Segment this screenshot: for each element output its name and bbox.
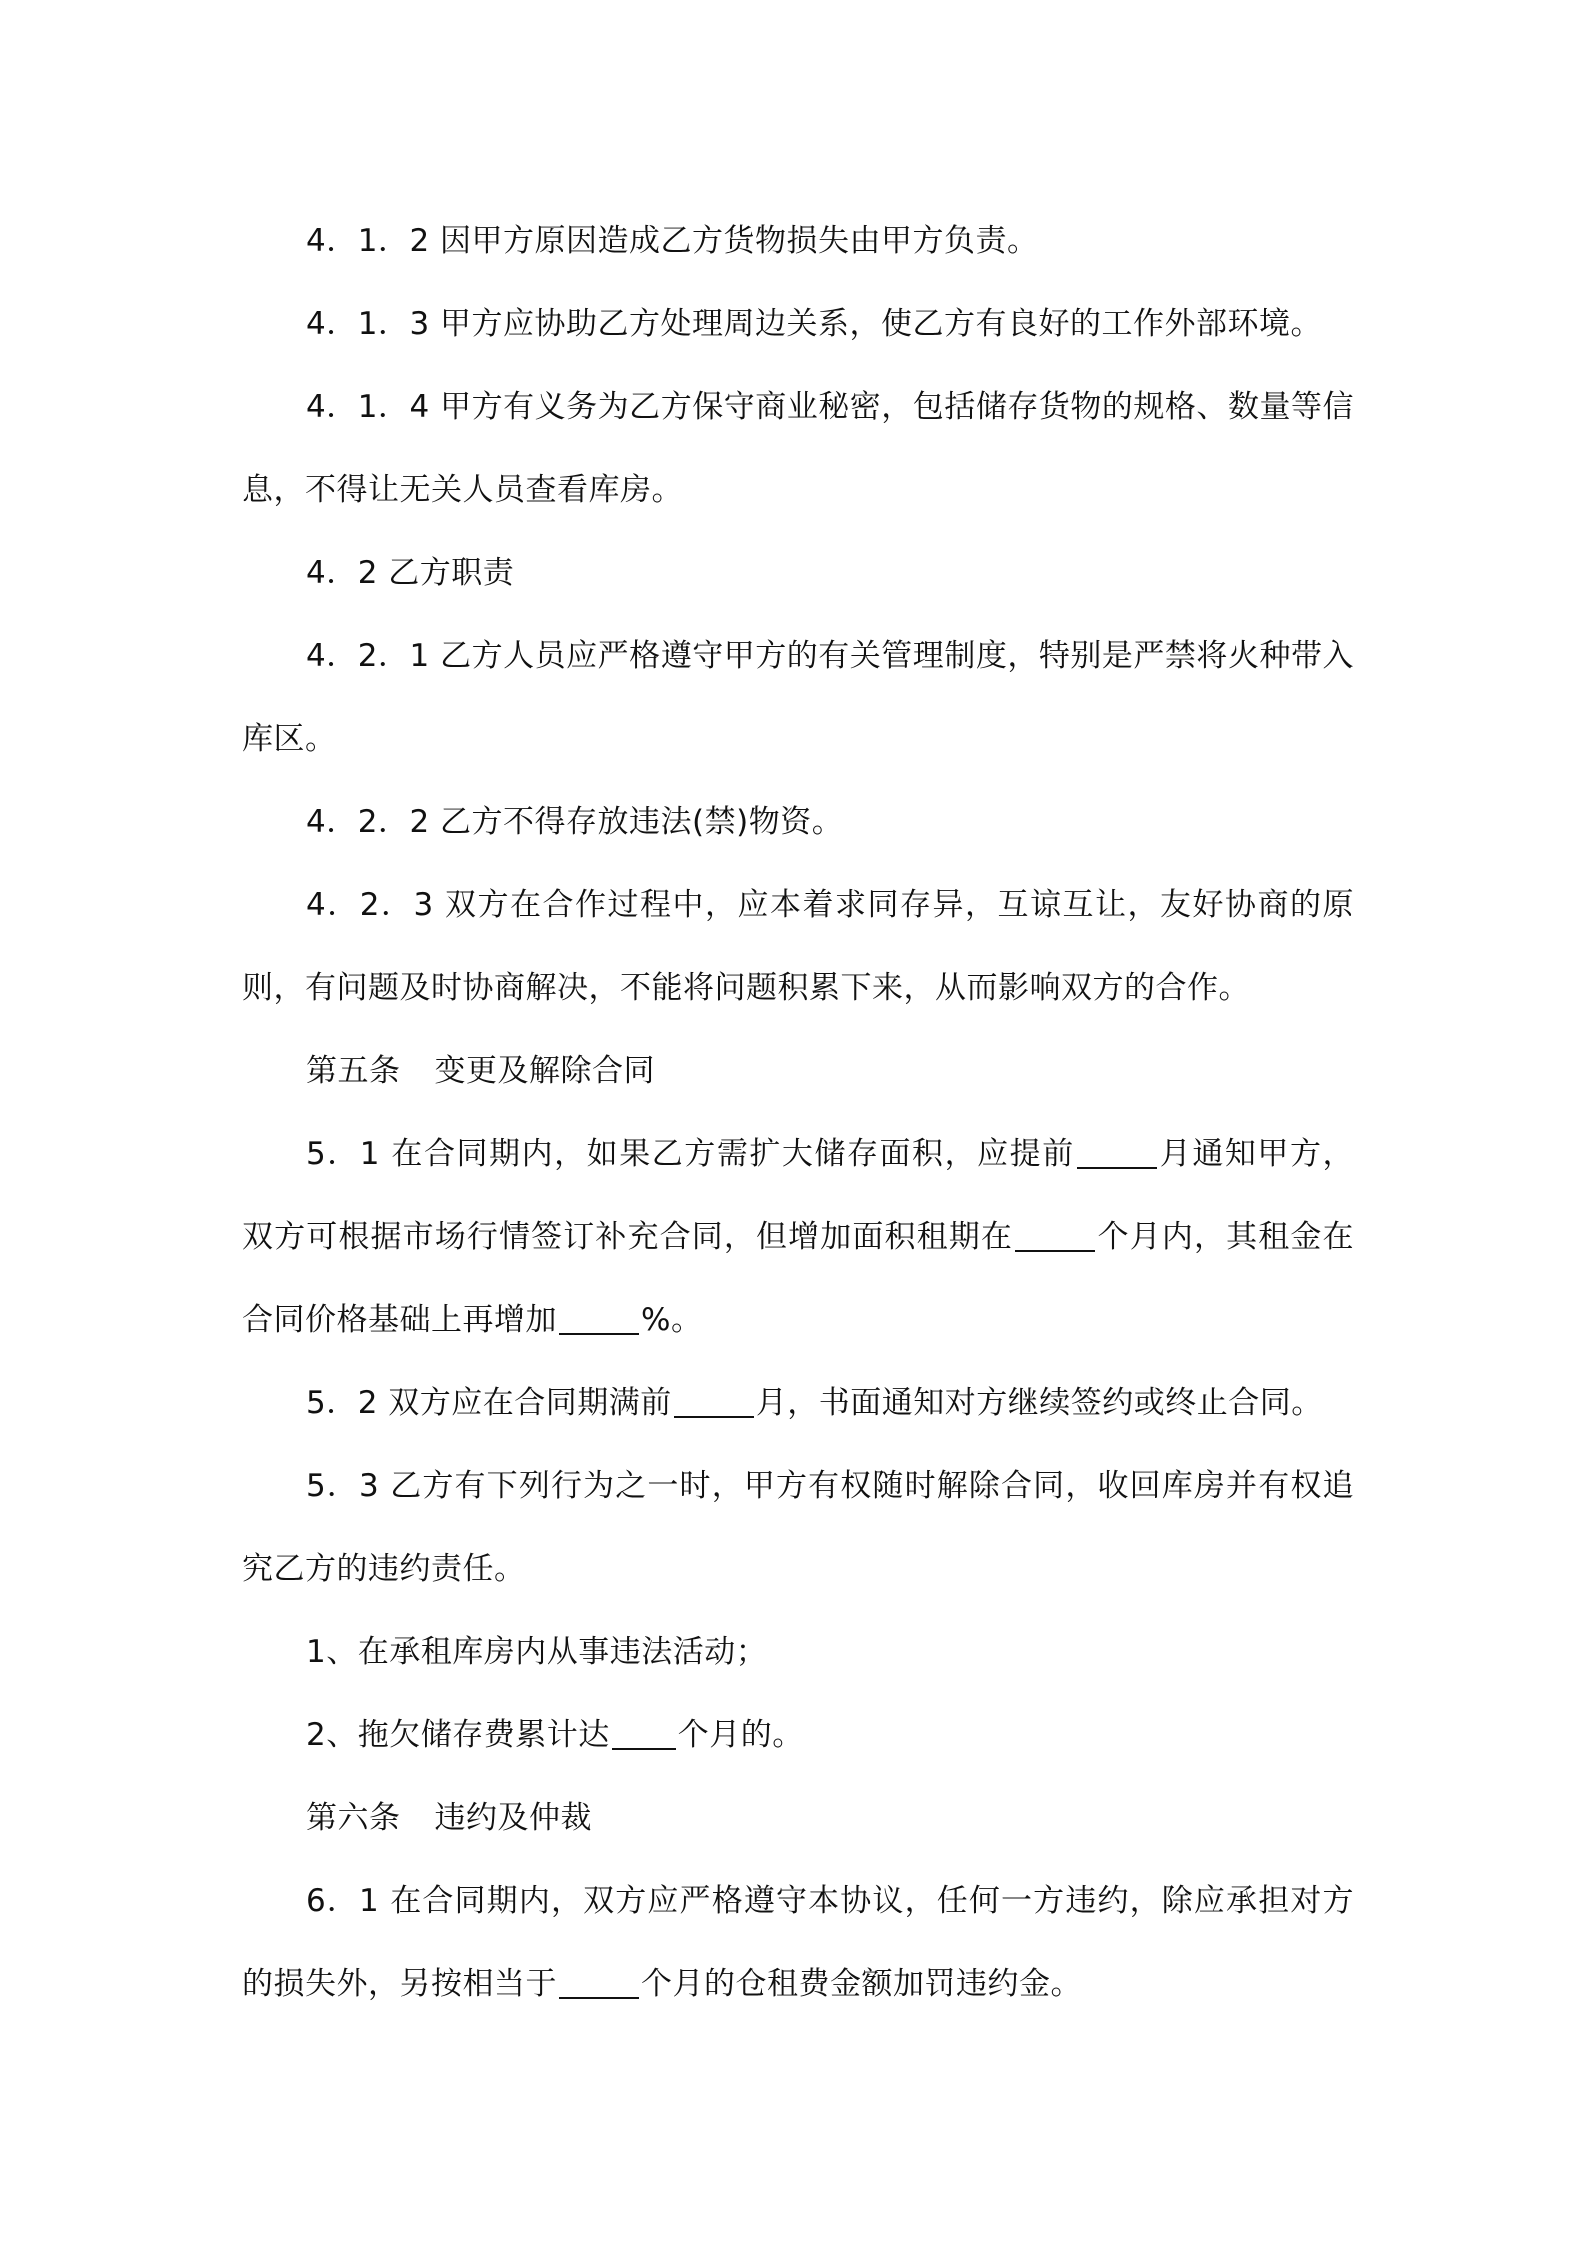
article-5-heading <box>242 1030 1354 1113</box>
clause-5-2-text-b: 月，书面通知对方继续签约或终止合同。 <box>755 1385 1323 1421</box>
list-item-1: 1、在承租库房内从事违法活动； <box>306 1634 768 1670</box>
clause-4-2-3: 4．2．3 双方在合作过程中，应本着求同存异，互谅互让，友好协商的原则，有问题及时协商解决，不能将问题积累下来，从而影响双方的合作。 <box>242 887 1354 1006</box>
clause-4-2-heading: 4．2 乙方职责 <box>306 555 515 591</box>
article-6-heading <box>242 1777 1354 1860</box>
fill-blank-expiry-notice-months[interactable] <box>674 1383 754 1418</box>
fill-blank-term-months[interactable] <box>1015 1217 1095 1252</box>
clause-4-1-2: 4．1．2 因甲方原因造成乙方货物损失由甲方负责。 <box>306 223 1039 259</box>
article-5-title: 变更及解除合同 <box>434 1053 655 1089</box>
clause-6-1-text-a: 6．1 在合同期内，双方应严格遵守本协议，任何一方违约，除应承担对方的损失外，另按相当于 <box>242 1883 1354 2002</box>
clause-5-3: 5．3 乙方有下列行为之一时，甲方有权随时解除合同，收回库房并有权追究乙方的违约责任。 <box>242 1468 1354 1587</box>
clause-5-1-text-b: 月通知甲方，双方可根据市场行情签订补充合同，但增加面积租期在 <box>242 1136 1354 1255</box>
document-body <box>242 200 1354 2026</box>
clause-5-2 <box>242 1362 1354 1445</box>
article-5-number: 第五条 <box>306 1053 401 1089</box>
article-6-number: 第六条 <box>306 1800 401 1836</box>
clause-5-2-text-a: 5．2 双方应在合同期满前 <box>306 1385 672 1421</box>
clause-5-1-text-c: 个月内，其租金在合同价格基础上再增加 <box>242 1219 1354 1338</box>
fill-blank-increase-percent[interactable] <box>559 1300 639 1335</box>
clause-6-1-text-b: 个月的仓租费金额加罚违约金。 <box>641 1966 1082 2002</box>
list-item-2-text-b: 个月的。 <box>677 1717 804 1753</box>
clause-4-2-1: 4．2．1 乙方人员应严格遵守甲方的有关管理制度，特别是严禁将火种带入库区。 <box>242 638 1354 757</box>
list-item-2 <box>242 1694 1354 1777</box>
clause-4-1-3: 4．1．3 甲方应协助乙方处理周边关系，使乙方有良好的工作外部环境。 <box>306 306 1323 342</box>
clause-5-1-text-d: %。 <box>641 1302 703 1338</box>
list-item-2-text-a: 2、拖欠储存费累计达 <box>306 1717 610 1753</box>
fill-blank-penalty-months[interactable] <box>559 1964 639 1999</box>
clause-5-1 <box>242 1113 1354 1362</box>
fill-blank-notice-months[interactable] <box>1077 1134 1157 1169</box>
article-6-title: 违约及仲裁 <box>434 1800 592 1836</box>
clause-5-1-text-a: 5．1 在合同期内，如果乙方需扩大储存面积，应提前 <box>306 1136 1075 1172</box>
fill-blank-arrears-months[interactable] <box>612 1715 676 1750</box>
clause-4-2-2: 4．2．2 乙方不得存放违法(禁)物资。 <box>306 804 844 840</box>
clause-4-1-4: 4．1．4 甲方有义务为乙方保守商业秘密，包括储存货物的规格、数量等信息，不得让无关人员查看库房。 <box>242 389 1354 508</box>
clause-6-1 <box>242 1860 1354 2026</box>
